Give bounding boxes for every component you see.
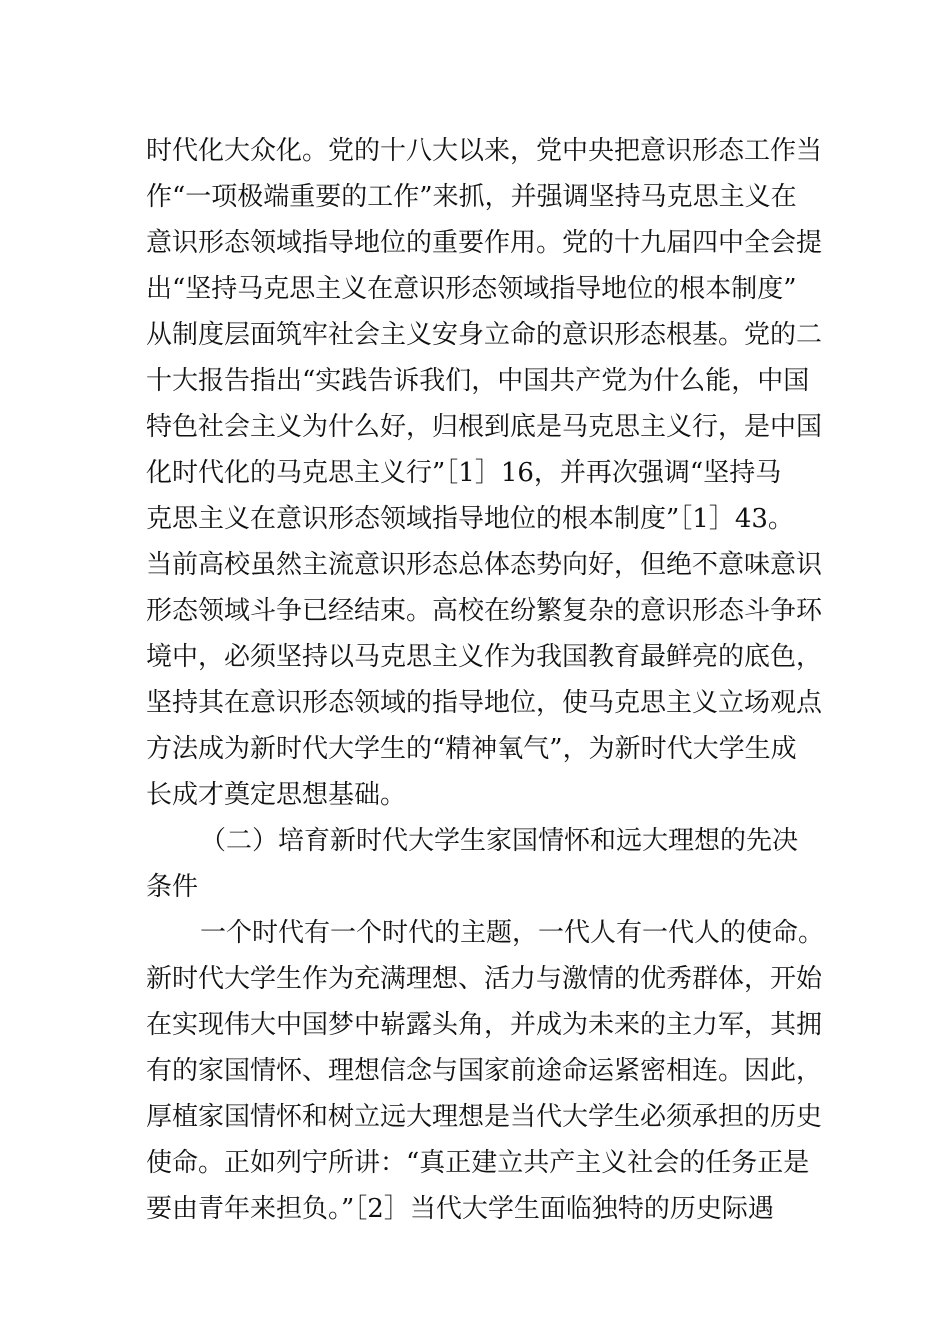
- text-line: 长成才奠定思想基础。: [146, 780, 407, 810]
- text-line: 克思主义在意识形态领域指导地位的根本制度”［1］43。: [146, 504, 794, 534]
- text-line: 出“坚持马克思主义在意识形态领域指导地位的根本制度”: [146, 274, 797, 304]
- text-line: 时代化大众化。党的十八大以来，党中央把意识形态工作当: [146, 136, 823, 166]
- text-line: 意识形态领域指导地位的重要作用。党的十九届四中全会提: [146, 228, 823, 258]
- text-line: 要由青年来担负。”［2］当代大学生面临独特的历史际遇: [146, 1194, 774, 1224]
- text-line: 新时代大学生作为充满理想、活力与激情的优秀群体，开始: [146, 964, 823, 994]
- text-line: 形态领域斗争已经结束。高校在纷繁复杂的意识形态斗争环: [146, 596, 823, 626]
- section-heading-line: （二）培育新时代大学生家国情怀和远大理想的先决: [200, 826, 799, 856]
- text-line: 厚植家国情怀和树立远大理想是当代大学生必须承担的历史: [146, 1102, 823, 1132]
- text-line: 从制度层面筑牢社会主义安身立命的意识形态根基。党的二: [146, 320, 823, 350]
- text-line: 化时代化的马克思主义行”［1］16，并再次强调“坚持马: [146, 458, 782, 488]
- text-line: 坚持其在意识形态领域的指导地位，使马克思主义立场观点: [146, 688, 823, 718]
- text-line: 十大报告指出“实践告诉我们，中国共产党为什么能，中国: [146, 366, 810, 396]
- text-line: 境中，必须坚持以马克思主义作为我国教育最鲜亮的底色，: [146, 642, 823, 672]
- text-line: 一个时代有一个时代的主题，一代人有一代人的使命。: [200, 918, 825, 948]
- text-line: 当前高校虽然主流意识形态总体态势向好，但绝不意味意识: [146, 550, 823, 580]
- text-line: 方法成为新时代大学生的“精神氧气”，为新时代大学生成: [146, 734, 797, 764]
- text-line: 特色社会主义为什么好，归根到底是马克思主义行，是中国: [146, 412, 823, 442]
- text-line: 有的家国情怀、理想信念与国家前途命运紧密相连。因此，: [146, 1056, 823, 1086]
- body-text: [146, 128, 825, 1232]
- text-line: 在实现伟大中国梦中崭露头角，并成为未来的主力军，其拥: [146, 1010, 823, 1040]
- section-heading-line: 条件: [146, 872, 199, 902]
- text-line: 作“一项极端重要的工作”来抓，并强调坚持马克思主义在: [146, 182, 797, 212]
- text-line: 使命。正如列宁所讲：“真正建立共产主义社会的任务正是: [146, 1148, 810, 1178]
